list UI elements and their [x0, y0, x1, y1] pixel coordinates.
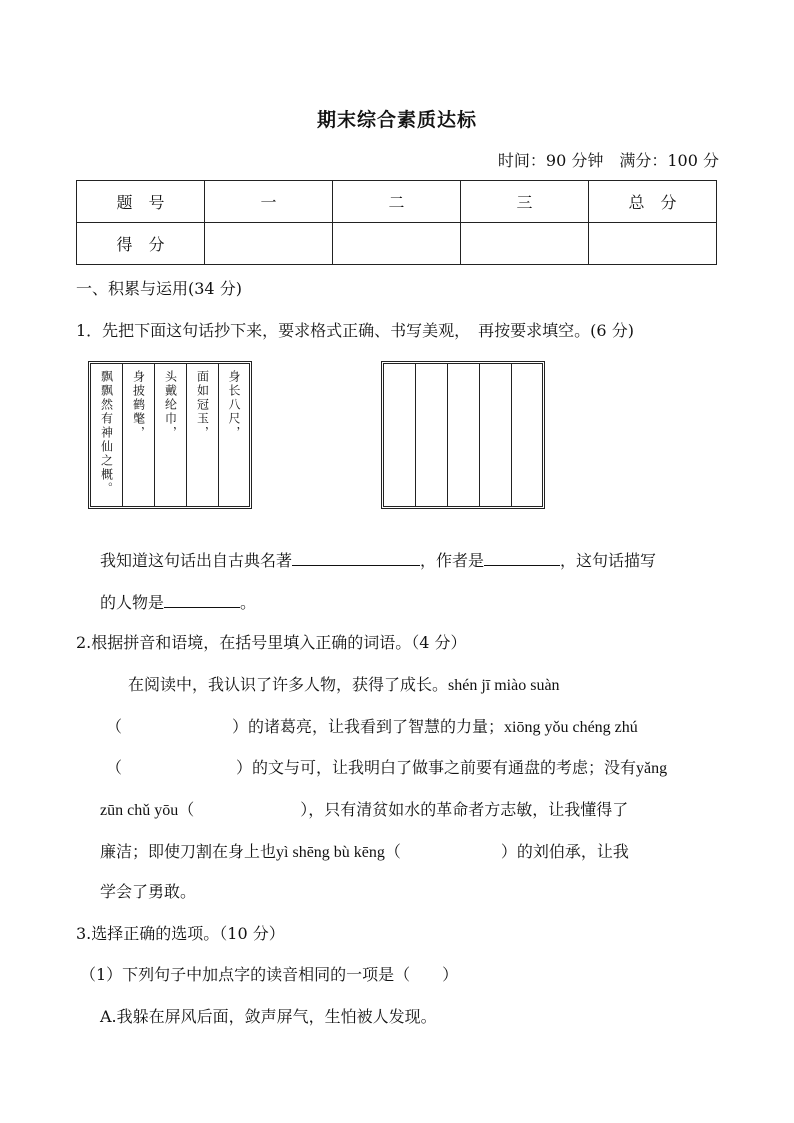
question-1-fill-line-1 [100, 548, 656, 571]
table-row-label: 得 分 [77, 223, 205, 265]
q2-text: （ [106, 717, 123, 736]
question-2-line-6: 学会了勇敢。 [100, 882, 197, 901]
question-3-sub-1: （1）下列句子中加点字的读音相同的一项是（ ） [80, 965, 459, 984]
column-text: 飘飘然有神仙之概。 [99, 370, 114, 496]
table-row [77, 223, 717, 265]
question-1-prompt: 1．先把下面这句话抄下来，要求格式正确、书写美观， 再按要求填空。(6 分) [76, 321, 634, 340]
pinyin-text: xiōng yǒu chéng zhú [504, 719, 638, 736]
table-header-cell: 总 分 [589, 181, 717, 223]
question-1-fill-line-2 [100, 590, 256, 613]
column-text: 面如冠玉， [195, 370, 210, 440]
q2-text: ）的诸葛亮，让我看到了智慧的力量； [232, 717, 505, 736]
column-text: 头戴纶巾， [163, 370, 178, 440]
text-column [187, 364, 219, 506]
book-title-blank[interactable] [292, 549, 420, 566]
question-2-line-1 [128, 672, 560, 695]
q2-text: 在阅读中，我认识了许多人物，获得了成长。 [128, 675, 449, 694]
question-2-line-5 [100, 839, 629, 862]
score-cell[interactable] [589, 223, 717, 265]
writing-column[interactable] [416, 364, 448, 506]
table-header-cell: 三 [461, 181, 589, 223]
text-column [123, 364, 155, 506]
table-header-cell: 二 [333, 181, 461, 223]
author-blank[interactable] [484, 549, 560, 566]
writing-column[interactable] [384, 364, 416, 506]
question-2-prompt: 2.根据拼音和语境，在括号里填入正确的词语。（4 分） [76, 633, 467, 652]
score-cell[interactable] [205, 223, 333, 265]
q2-text: ），只有清贫如水的革命者方志敏，让我懂得了 [300, 800, 629, 819]
score-table [76, 180, 717, 265]
pinyin-text: zūn chǔ yōu [100, 802, 179, 819]
question-2-line-4 [100, 797, 628, 820]
table-header-cell: 一 [205, 181, 333, 223]
pinyin-text: yǎng [636, 760, 668, 777]
question-2-line-2 [106, 714, 638, 737]
time-score-info: 时间：90 分钟 满分：100 分 [497, 151, 719, 170]
writing-column[interactable] [512, 364, 542, 506]
fill-text: 我知道这句话出自古典名著 [100, 551, 293, 570]
fill-text: 的人物是 [100, 593, 165, 612]
text-column [155, 364, 187, 506]
section-heading: 一、积累与运用(34 分) [76, 279, 242, 298]
q2-text: （ [384, 842, 401, 861]
character-blank[interactable] [164, 591, 240, 608]
sample-text-box [88, 361, 252, 509]
pinyin-text: yì shēng bù kēng [276, 844, 385, 861]
fill-text: ，作者是 [420, 551, 485, 570]
q2-text: （ [106, 758, 123, 777]
text-column [219, 364, 249, 506]
column-text: 身长八尺， [227, 370, 241, 440]
score-cell[interactable] [461, 223, 589, 265]
q2-text: ）的刘伯承，让我 [500, 842, 629, 861]
writing-column[interactable] [480, 364, 512, 506]
pinyin-text: shén jī miào suàn [448, 677, 560, 694]
question-3-prompt: 3.选择正确的选项。（10 分） [76, 924, 285, 943]
copy-writing-box[interactable] [381, 361, 545, 509]
writing-column[interactable] [448, 364, 480, 506]
q2-text: ）的文与可，让我明白了做事之前要有通盘的考虑；没有 [236, 758, 637, 777]
q2-text: （ [178, 800, 195, 819]
option-a[interactable]: A.我躲在屏风后面，敛声屏气，生怕被人发现。 [100, 1007, 437, 1026]
q2-text: 廉洁；即使刀割在身上也 [100, 842, 277, 861]
page-title: 期末综合素质达标 [316, 109, 477, 131]
column-text: 身披鹤氅， [131, 370, 146, 440]
score-cell[interactable] [333, 223, 461, 265]
fill-text: 。 [240, 593, 257, 612]
question-2-line-3 [106, 755, 667, 778]
table-header-cell: 题 号 [77, 181, 205, 223]
fill-text: ，这句话描写 [560, 551, 657, 570]
table-row [77, 181, 717, 223]
text-column [91, 364, 123, 506]
